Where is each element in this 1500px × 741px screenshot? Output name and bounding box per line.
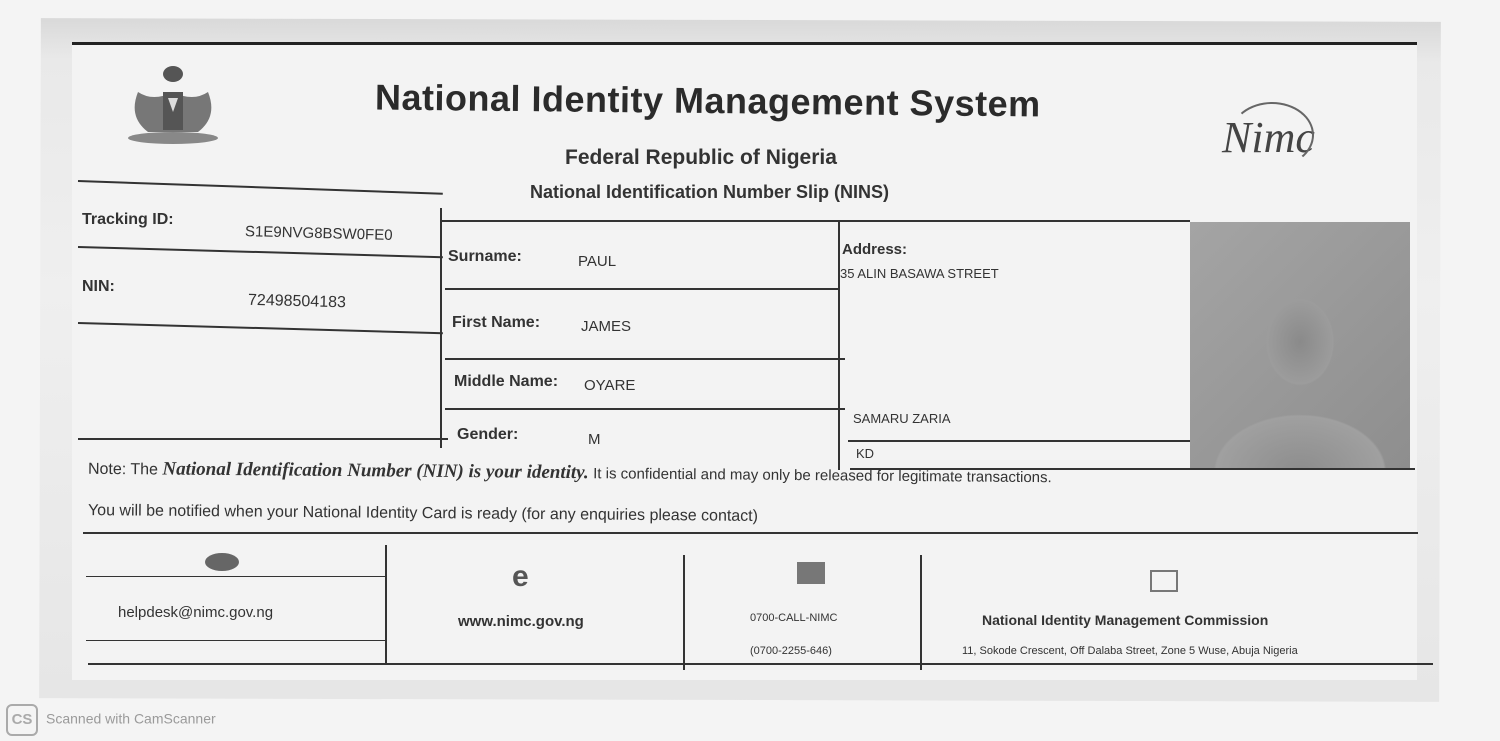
call-label: 0700-CALL-NIMC [750,612,838,624]
website-link[interactable]: www.nimc.gov.ng [458,613,584,630]
divider [86,640,386,641]
divider [838,220,840,470]
watermark-text: Scanned with CamScanner [46,710,216,727]
address-line-1: 35 ALIN BASAWA STREET [840,266,999,281]
nin-label: NIN: [82,278,115,295]
passport-photo [1190,222,1410,468]
web-icon: e [512,560,529,593]
address-line-3: KD [856,446,875,461]
camscanner-icon: CS [6,704,38,736]
divider [445,288,840,290]
surname-label: Surname: [448,248,522,265]
divider [683,555,685,670]
divider [83,532,1418,534]
gender-value: M [588,431,601,448]
surname-value: PAUL [578,253,617,270]
divider [440,208,442,448]
building-icon [1150,570,1178,592]
divider [86,576,386,577]
note-line-2: You will be notified when your National Identity Card is ready (for any enquiries please contact) [87,502,759,525]
divider [445,358,845,360]
divider [78,438,448,440]
note-emphasis: National Identification Number (NIN) is your identity. [162,458,589,484]
middle-name-label: Middle Name: [454,373,559,390]
first-name-value: JAMES [581,318,632,335]
slip-name: National Identification Number Slip (NINS) [530,182,890,202]
note-prefix: Note: The [87,460,159,479]
scanner-watermark [6,704,216,736]
gender-label: Gender: [457,426,519,443]
nin-value: 72498504183 [247,291,347,312]
first-name-label: First Name: [452,314,541,331]
page-title: National Identity Management System [374,76,1041,125]
tracking-id-value: S1E9NVG8BSW0FE0 [244,223,393,244]
org-address: 11, Sokode Crescent, Off Dalaba Street, Zone 5 Wuse, Abuja Nigeria [962,645,1298,657]
country-subtitle: Federal Republic of Nigeria [565,146,837,169]
nimc-logo: Nimc [1222,113,1315,162]
tracking-id-label: Tracking ID: [82,211,174,228]
email-icon [205,553,239,571]
divider [848,440,1193,442]
divider [920,555,922,670]
call-number: (0700-2255-646) [750,645,832,657]
divider [88,663,1433,665]
divider [445,408,845,410]
address-line-2: SAMARU ZARIA [853,411,951,426]
note-rest: It is confidential and may only be released for legitimate transactions. [593,465,1052,487]
helpdesk-email[interactable]: helpdesk@nimc.gov.ng [118,604,274,621]
coat-of-arms-icon [118,62,228,147]
divider [385,545,387,665]
org-name: National Identity Management Commission [982,612,1269,628]
address-label: Address: [842,241,908,258]
phone-icon [797,562,825,584]
divider [440,220,1190,222]
middle-name-value: OYARE [584,377,636,394]
